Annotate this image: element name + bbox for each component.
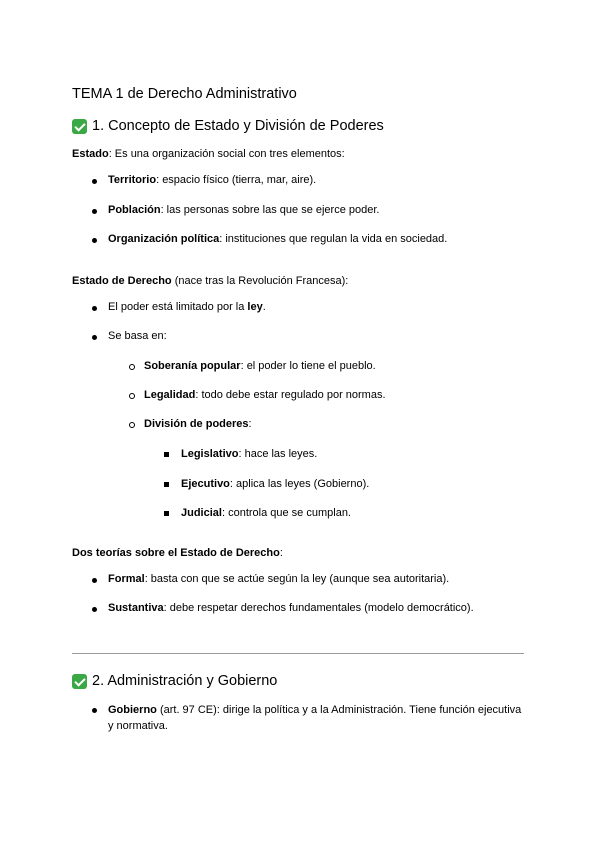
bullet-circle-icon	[129, 393, 135, 399]
check-mark-icon	[72, 119, 87, 134]
teoria-desc: : debe respetar derechos fundamentales (modelo democrático).	[163, 602, 474, 614]
estado-paragraph	[72, 148, 345, 160]
bullet-circle-icon	[129, 422, 135, 428]
bullet-disc-icon	[92, 578, 97, 583]
base-label: Legalidad	[144, 389, 196, 401]
list-item-text	[108, 301, 266, 313]
base-label: División de poderes	[144, 418, 249, 430]
section-1-heading-text: 1. Concepto de Estado y División de Poderes	[92, 118, 384, 134]
bullet-disc-icon	[92, 607, 97, 612]
teorias-label: Dos teorías sobre el Estado de Derecho	[72, 547, 280, 559]
gobierno-label: Gobierno	[108, 704, 157, 716]
section-2-heading	[72, 673, 277, 689]
base-label: Soberanía popular	[144, 360, 241, 372]
teoria-desc: : basta con que se actúe según la ley (aunque sea autoritaria).	[144, 573, 450, 585]
teoria-label: Sustantiva	[108, 602, 164, 614]
poder-item-text	[181, 507, 351, 519]
section-2-heading-text: 2. Administración y Gobierno	[92, 673, 278, 689]
estado-text: : Es una organización social con tres elementos:	[108, 148, 345, 160]
poder-item-text	[181, 478, 369, 490]
poder-label: Ejecutivo	[181, 478, 230, 490]
poder-desc: : aplica las leyes (Gobierno).	[229, 478, 370, 490]
bullet-square-icon	[164, 482, 169, 487]
list-item-text: Se basa en:	[108, 330, 167, 342]
section-1-heading	[72, 118, 384, 134]
check-mark-icon	[72, 674, 87, 689]
bullet-disc-icon	[92, 209, 97, 214]
bullet-disc-icon	[92, 335, 97, 340]
poder-label: Legislativo	[181, 448, 239, 460]
estado-label: Estado	[72, 148, 109, 160]
bullet-disc-icon	[92, 708, 97, 713]
element-desc: : instituciones que regulan la vida en sociedad.	[219, 233, 448, 245]
teoria-label: Formal	[108, 573, 145, 585]
text-segment: .	[262, 301, 266, 313]
teoria-item-text	[108, 602, 474, 614]
bullet-disc-icon	[92, 238, 97, 243]
poder-desc: : hace las leyes.	[238, 448, 318, 460]
element-item-text	[108, 233, 447, 245]
gobierno-item-text	[108, 702, 528, 734]
bullet-square-icon	[164, 511, 169, 516]
text-segment: El poder está limitado por la	[108, 301, 248, 313]
bullet-disc-icon	[92, 306, 97, 311]
poder-item-text	[181, 448, 317, 460]
poder-label: Judicial	[181, 507, 222, 519]
element-label: Territorio	[108, 174, 157, 186]
element-desc: : espacio físico (tierra, mar, aire).	[156, 174, 317, 186]
estado-derecho-paragraph	[72, 275, 348, 287]
base-desc: :	[248, 418, 252, 430]
base-item-text	[144, 360, 376, 372]
teoria-item-text	[108, 573, 449, 585]
element-item-text	[108, 204, 379, 216]
section-divider	[72, 653, 524, 654]
element-label: Población	[108, 204, 161, 216]
base-item-text	[144, 389, 386, 401]
element-label: Organización política	[108, 233, 220, 245]
estado-derecho-label: Estado de Derecho	[72, 275, 172, 287]
poder-desc: : controla que se cumplan.	[221, 507, 351, 519]
estado-derecho-text: (nace tras la Revolución Francesa):	[171, 275, 349, 287]
gobierno-desc: (art. 97 CE): dirige la política y a la Administración. Tiene función ejecutiva y normativa.	[108, 704, 522, 732]
bullet-square-icon	[164, 452, 169, 457]
bold-segment: ley	[247, 301, 263, 313]
base-item-text	[144, 418, 252, 430]
element-item-text	[108, 174, 316, 186]
base-desc: : el poder lo tiene el pueblo.	[240, 360, 376, 372]
element-desc: : las personas sobre las que se ejerce poder.	[160, 204, 380, 216]
document-title: TEMA 1 de Derecho Administrativo	[72, 86, 297, 102]
bullet-disc-icon	[92, 179, 97, 184]
base-desc: : todo debe estar regulado por normas.	[195, 389, 386, 401]
teorias-paragraph	[72, 547, 283, 559]
bullet-circle-icon	[129, 364, 135, 370]
teorias-text: :	[279, 547, 283, 559]
